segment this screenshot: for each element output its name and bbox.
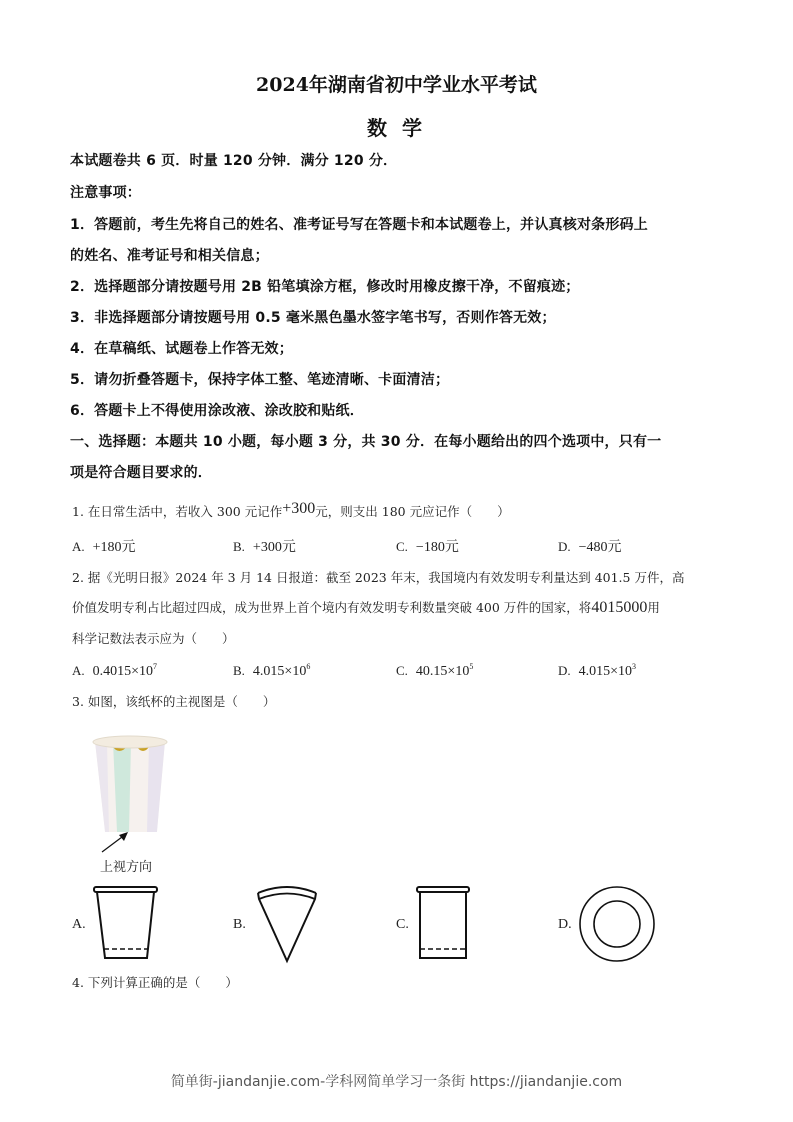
notice-item: 6．答题卡上不得使用涂改液、涂改胶和贴纸． (70, 403, 364, 419)
notice-heading: 注意事项： (70, 185, 141, 201)
subject-title: 数 学 (367, 116, 426, 140)
section-heading: 一、选择题：本题共 10 小题，每小题 3 分，共 30 分．在每小题给出的四个选项中，只有一 (70, 434, 662, 450)
page-title: 2024年湖南省初中学业水平考试 (256, 74, 537, 96)
option-a[interactable]: A. +180元 (72, 539, 136, 555)
question-text: 在日常生活中，若收入 300 元记作 (87, 504, 283, 519)
notice-item: 2．选择题部分请按题号用 2B 铅笔填涂方框，修改时用橡皮擦干净，不留痕迹； (70, 279, 580, 295)
option-b[interactable]: B. +300元 (233, 539, 296, 555)
notice-item: 3．非选择题部分请按题号用 0.5 毫米黑色墨水签字笔书写，否则作答无效； (70, 310, 556, 326)
footer-watermark: 简单街-jiandanjie.com-学科网简单学习一条街 https://jiandanjie.com (170, 1074, 623, 1090)
notice-item: 的姓名、准考证号和相关信息； (70, 248, 269, 264)
question-text: 据《光明日报》2024 年 3 月 14 日报道：截至 2023 年末，我国境内有效发明专利量达到 401.5 万件，高 (87, 570, 685, 585)
paper-cup-illustration (85, 730, 175, 840)
option-c-label[interactable]: C. (396, 917, 409, 932)
question-number: 3. (72, 694, 84, 709)
math-expression: 4015000 (591, 599, 648, 616)
option-c[interactable]: C. −180元 (396, 539, 459, 555)
question-3 (72, 692, 275, 710)
question-text: 下列计算正确的是（ ） (87, 975, 238, 990)
notice-item: 1．答题前，考生先将自己的姓名、准考证号写在答题卡和本试题卷上，并认真核对条形码上 (70, 217, 648, 233)
view-direction-arrow-icon (100, 830, 140, 855)
question-2 (72, 568, 684, 586)
section-heading-cont: 项是符合题目要求的． (70, 465, 212, 481)
question-1 (72, 502, 510, 521)
notice-item: 4．在草稿纸、试题卷上作答无效； (70, 341, 293, 357)
concentric-circles-shape[interactable] (578, 885, 658, 965)
cup-front-view-trapezoid[interactable] (90, 883, 160, 963)
option-b-label[interactable]: B. (233, 917, 246, 932)
option-b[interactable]: B. $4.015\times 10^6$ (233, 662, 311, 679)
notice-item: 5．请勿折叠答题卡，保持字体工整、笔迹清晰、卡面清洁； (70, 372, 450, 388)
math-expression: +300 (282, 500, 316, 517)
question-2-line3: 科学记数法表示应为（ ） (72, 631, 235, 646)
question-number: 4. (72, 975, 84, 990)
option-a-label[interactable]: A. (72, 917, 86, 932)
figure-caption: 上视方向 (100, 860, 153, 875)
option-d[interactable]: D. $4.015\times 10^3$ (558, 662, 637, 679)
fan-sector-shape[interactable] (252, 883, 322, 968)
question-text: 元，则支出 180 元应记作（ ） (315, 504, 510, 519)
option-d[interactable]: D. −480元 (558, 539, 622, 555)
exam-info: 本试题卷共 6 页．时量 120 分钟．满分 120 分． (70, 153, 398, 169)
rectangle-cup-shape[interactable] (415, 883, 475, 963)
question-4 (72, 973, 238, 991)
question-text: 如图，该纸杯的主视图是（ ） (87, 694, 276, 709)
question-number: 1. (72, 504, 84, 519)
option-a[interactable]: A. $0.4015\times 10^7$ (72, 662, 158, 679)
question-number: 2. (72, 570, 84, 585)
option-c[interactable]: C. $40.15\times 10^5$ (396, 662, 474, 679)
question-2-line2: 价值发明专利占比超过四成，成为世界上首个境内有效发明专利数量突破 400 万件的国家，将4015000用 (72, 599, 660, 616)
option-d-label[interactable]: D. (558, 917, 572, 932)
